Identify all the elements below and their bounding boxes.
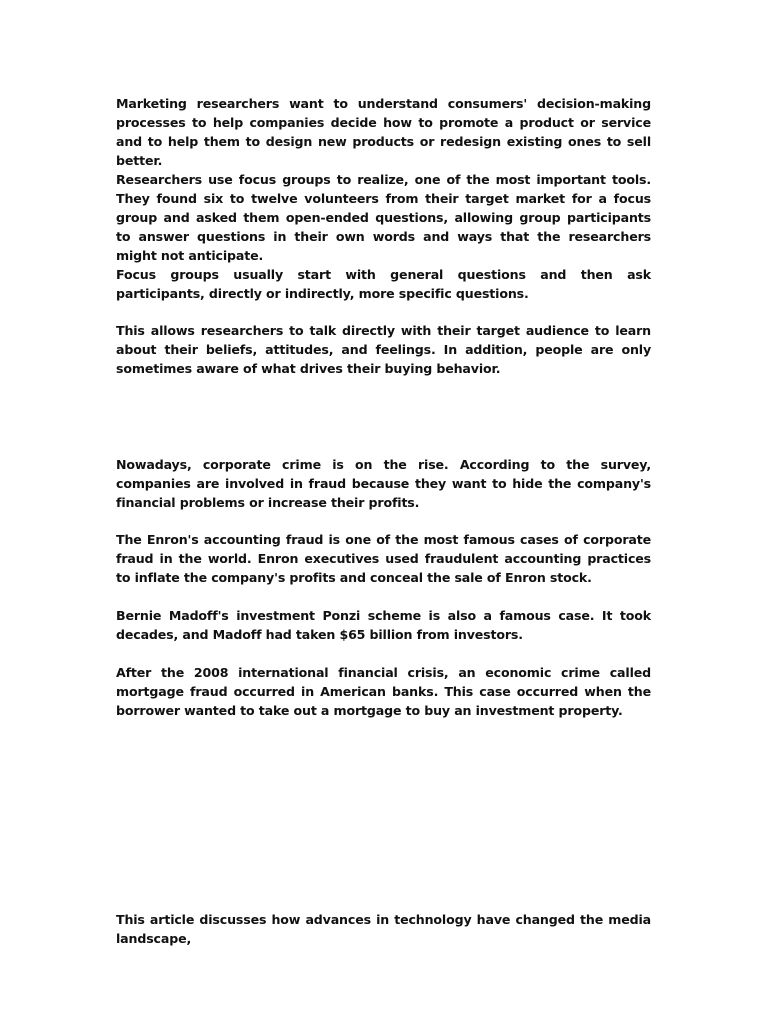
paragraph-madoff-ponzi: Bernie Madoff's investment Ponzi scheme is also a famous case. It took decades, and Madoff had taken $65 billion from investors. — [116, 608, 651, 642]
paragraph-mortgage-fraud: After the 2008 international financial crisis, an economic crime called mortgage fraud occurred in American banks. This case occurred when the borrower wanted to take out a mortgage to buy an investment property. — [116, 665, 651, 718]
paragraph-corporate-crime: Nowadays, corporate crime is on the rise. According to the survey, companies are involved in fraud because they want to hide the company's financial problems or increase their profits. — [116, 457, 651, 510]
paragraph-focus-groups-questions: Focus groups usually start with general questions and then ask participants, directly or indirectly, more specific questions. — [116, 267, 651, 301]
paragraph-focus-groups-tool: Researchers use focus groups to realize, one of the most important tools. They found six to twelve volunteers from their target market for a focus group and asked them open-ended questions, allowing group participants to answer questions in their own words and ways that the researchers might not anticipate. — [116, 172, 651, 263]
paragraph-marketing-research: Marketing researchers want to understand consumers' decision-making processes to help companies decide how to promote a product or service and to help them to design new products or redesign existing ones to sell better. — [116, 96, 651, 168]
paragraph-target-audience: This allows researchers to talk directly with their target audience to learn about their beliefs, attitudes, and feelings. In addition, people are only sometimes aware of what drives their buying behavior. — [116, 323, 651, 376]
paragraph-enron-fraud: The Enron's accounting fraud is one of the most famous cases of corporate fraud in the world. Enron executives used fraudulent accounting practices to inflate the company's profits and conceal the sale of Enron stock. — [116, 532, 651, 585]
paragraph-technology-media: This article discusses how advances in technology have changed the media landscape, — [116, 912, 651, 946]
